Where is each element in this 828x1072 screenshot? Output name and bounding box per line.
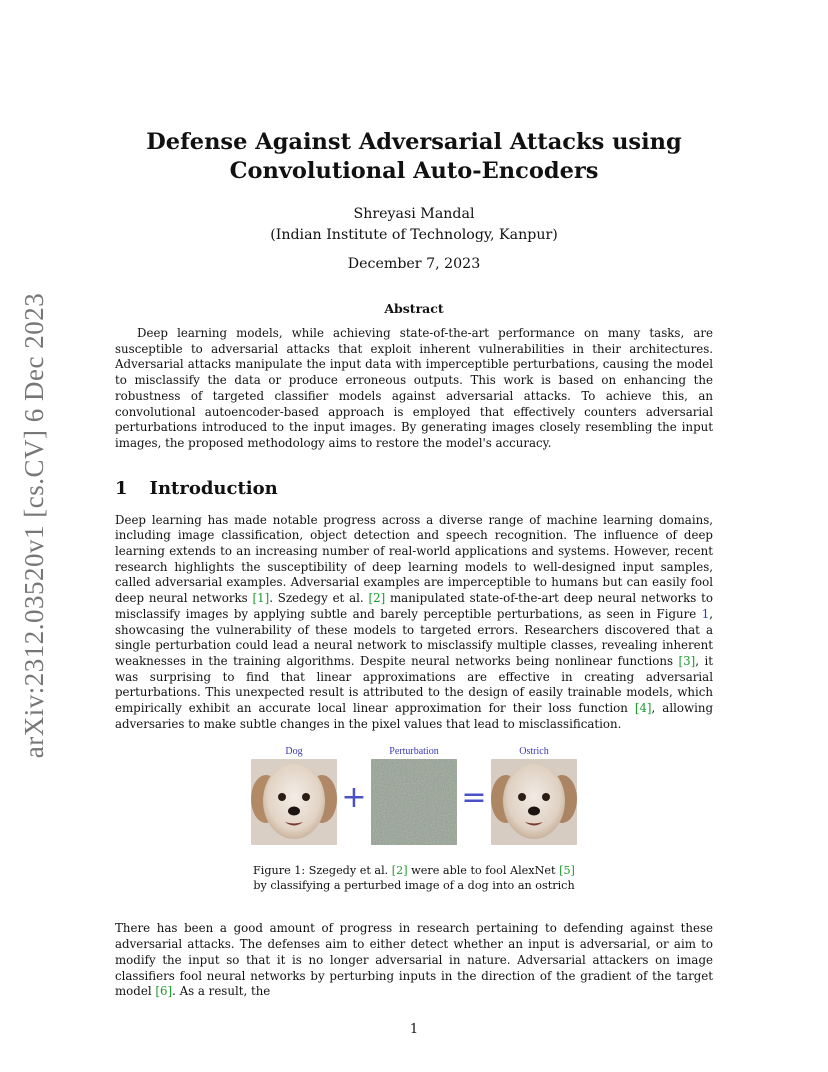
citation-link[interactable]: [6] bbox=[155, 984, 173, 999]
intro-text: , showcasing the vulnerability of these models to targeted errors. Researchers discovered that a single perturbation could lead a neural network to misclassify multiple classes, revealing inherent weaknesses in the training algorithms. Despite neural networks being nonlinear functions bbox=[115, 606, 713, 668]
citation-link[interactable]: [5] bbox=[559, 864, 575, 878]
intro-text: . Szedegy et al. bbox=[269, 591, 369, 606]
author-name: Shreyasi Mandal bbox=[353, 206, 475, 222]
author-affiliation: (Indian Institute of Technology, Kanpur) bbox=[270, 227, 558, 243]
paper-page bbox=[115, 128, 713, 1000]
citation-link[interactable]: [4] bbox=[634, 701, 652, 716]
arxiv-identifier-text: arXiv:2312.03520v1 [cs.CV] 6 Dec 2023 bbox=[19, 292, 50, 758]
dog-image bbox=[251, 759, 337, 845]
abstract-text: Deep learning models, while achieving state-of-the-art performance on many tasks, are susceptible to adversarial attacks that exploit inherent vulnerabilities in their architectures. Adversarial attacks manipulate the input data with imperceptible perturbations, causing the model to misclassify the data or produce erroneous outputs. This work is based on enhancing the robustness of targeted classifier models against adversarial attacks. To achieve this, an convolutional autoencoder-based approach is employed that effectively counters adversarial perturbations introduced to the input images. By generating images closely resembling the input images, the proposed methodology aims to restore the model's accuracy. bbox=[115, 326, 713, 450]
figure-panel-perturbation bbox=[371, 746, 457, 845]
figure-caption bbox=[115, 863, 713, 893]
figure-label-dog: Dog bbox=[285, 746, 303, 758]
plus-sign: + bbox=[341, 780, 367, 816]
caption-text: by classifying a perturbed image of a dog into an ostrich bbox=[253, 879, 575, 893]
figure-panel-ostrich bbox=[491, 746, 577, 845]
body-text: There has been a good amount of progress in research pertaining to defending against these adversarial attacks. The defenses aim to either detect whether an input is adversarial, or aim to modify the input so that it is no longer adversarial in nature. Adversarial attackers on image classifiers fool neural networks by perturbing inputs in the direction of the gradient of the target model bbox=[115, 921, 713, 999]
figure-link[interactable]: 1 bbox=[701, 606, 710, 621]
title-line-2: Convolutional Auto-Encoders bbox=[229, 158, 599, 184]
title-line-1: Defense Against Adversarial Attacks using bbox=[146, 129, 682, 155]
section-heading bbox=[115, 478, 713, 499]
figure-1 bbox=[115, 746, 713, 845]
figure-label-perturbation: Perturbation bbox=[389, 746, 439, 758]
citation-link[interactable]: [3] bbox=[678, 653, 696, 668]
section-title: Introduction bbox=[149, 477, 278, 499]
citation-link[interactable]: [2] bbox=[391, 864, 408, 878]
abstract-heading: Abstract bbox=[384, 301, 444, 316]
arxiv-identifier-stamp bbox=[14, 290, 56, 760]
intro-text: , it was surprising to find that linear approximations are effective in creating adversarial perturbations. This unexpected result is attributed to the design of easily trainable models, which empirically exhibit an accurate local linear approximation for their loss function bbox=[115, 653, 714, 716]
caption-text: were able to fool AlexNet bbox=[407, 864, 560, 878]
body-paragraph-2 bbox=[115, 921, 713, 1000]
intro-paragraph bbox=[115, 513, 713, 733]
page-number: 1 bbox=[409, 1022, 419, 1037]
caption-text: Figure 1: Szegedy et al. bbox=[253, 864, 392, 878]
perturbed-dog-image bbox=[491, 759, 577, 845]
intro-text: manipulated state-of-the-art deep neural networks to misclassify images by applying subtle and barely perceptible perturbations, as seen in Figure bbox=[115, 591, 714, 621]
perturbation-noise-image bbox=[371, 759, 457, 845]
figure-label-ostrich: Ostrich bbox=[519, 746, 549, 758]
body-text: . As a result, the bbox=[172, 984, 271, 999]
paper-date: December 7, 2023 bbox=[347, 256, 481, 272]
intro-text: , allowing adversaries to make subtle changes in the pixel values that lead to misclassification. bbox=[115, 701, 713, 731]
equals-sign: = bbox=[461, 780, 487, 816]
intro-text: Deep learning has made notable progress across a diverse range of machine learning domains, including image classification, object detection and speech recognition. The influence of deep learning extends to an increasing number of real-world applications and systems. However, recent research highlights the susceptibility of deep learning models to well-designed input samples, called adversarial examples. Adversarial examples are imperceptible to humans but can easily fool deep neural networks bbox=[115, 512, 713, 606]
section-number: 1 bbox=[115, 477, 128, 499]
paper-title bbox=[115, 128, 713, 186]
author-block bbox=[115, 204, 713, 246]
citation-link[interactable]: [2] bbox=[368, 591, 386, 606]
citation-link[interactable]: [1] bbox=[252, 591, 270, 606]
figure-panel-dog bbox=[251, 746, 337, 845]
